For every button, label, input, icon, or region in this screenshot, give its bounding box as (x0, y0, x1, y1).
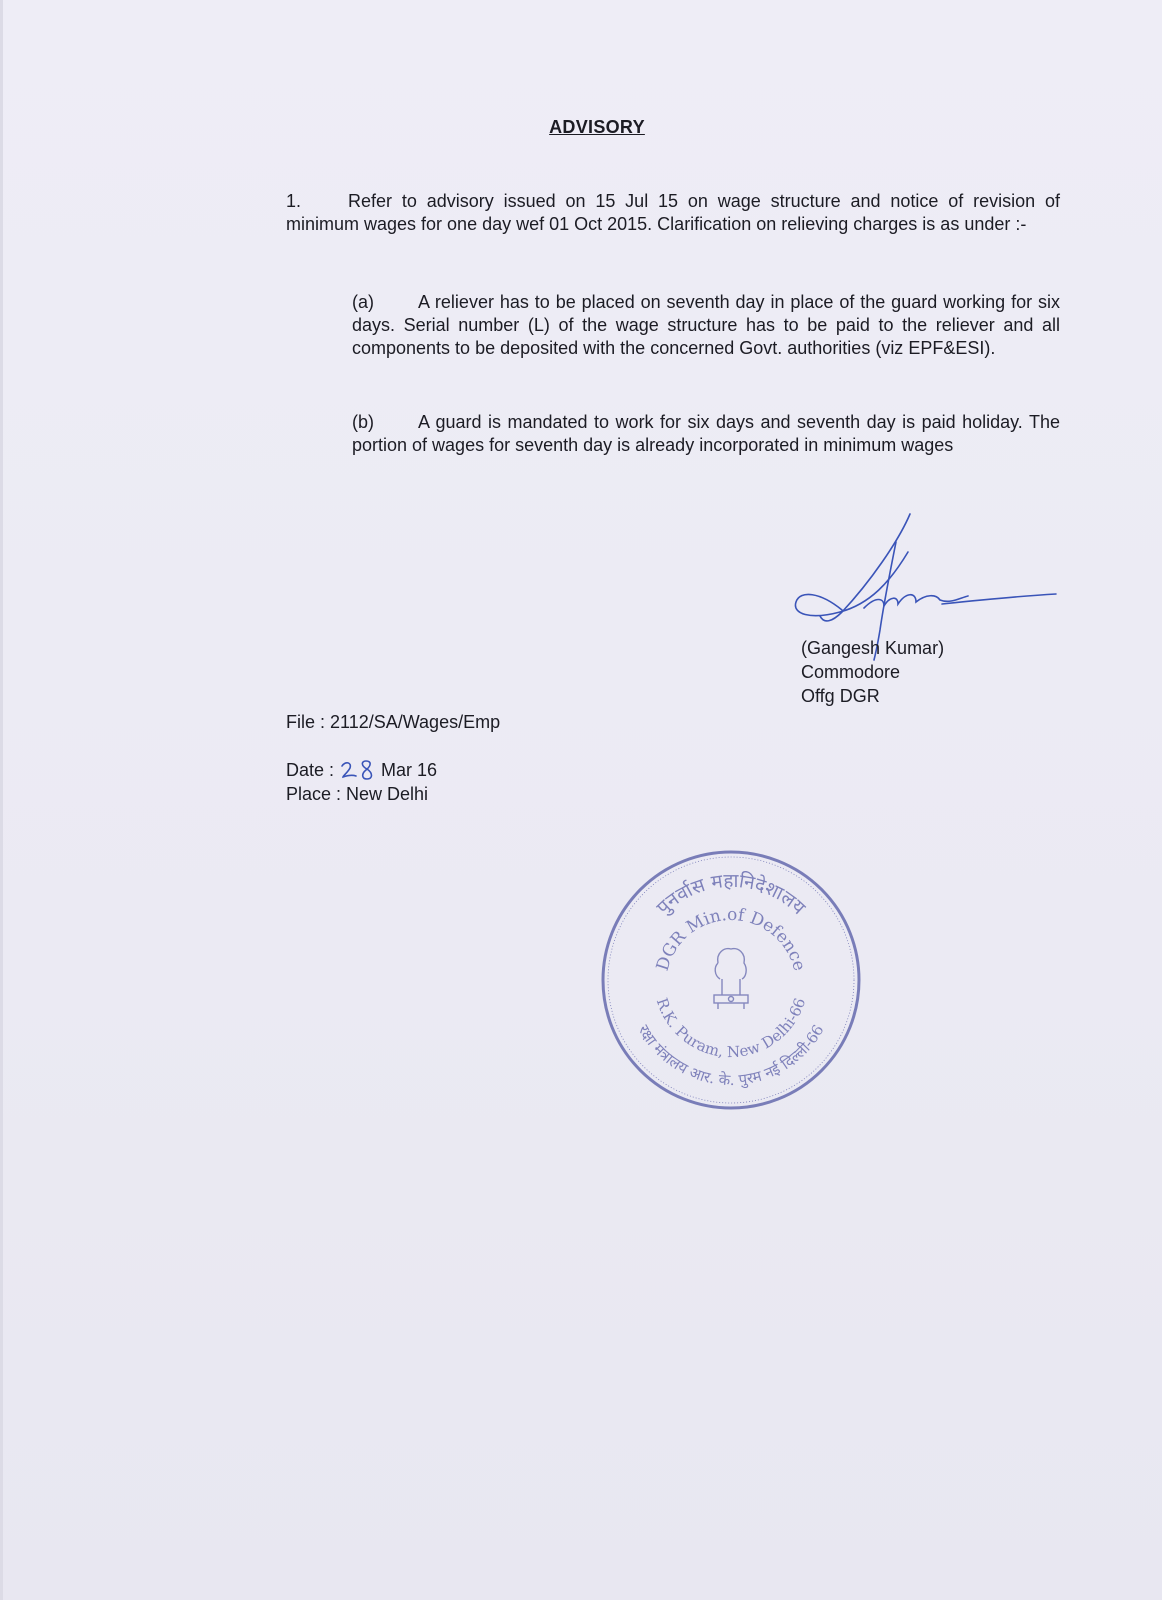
sub-paragraph-a-label: (a) (352, 292, 374, 312)
stamp-text-hindi-top: पुनर्वास महानिदेशालय (652, 869, 810, 920)
signatory-rank: Commodore (801, 662, 901, 682)
signatory-block (801, 636, 944, 708)
emblem-icon (714, 949, 748, 1009)
date-label: Date : (286, 760, 335, 780)
sub-paragraph-b-label: (b) (352, 412, 374, 432)
document-title: ADVISORY (549, 117, 645, 137)
stamp-text-hindi-bottom: रक्षा मंत्रालय आर. के. पुरम नई दिल्ली-66 (634, 1021, 828, 1090)
file-reference: File : 2112/SA/Wages/Emp (286, 712, 501, 732)
sub-paragraph-b-text: A guard is mandated to work for six days and seventh day is paid holiday. The portion of wages for seventh day is already incorporated in minimum wages (352, 412, 1060, 455)
signatory-office: Offg DGR (801, 686, 880, 706)
paragraph-1-number: 1. (286, 191, 302, 211)
stamp-text-english-bottom: R.K. Puram, New Delhi-66 (652, 995, 810, 1062)
handwritten-day (339, 760, 381, 780)
sub-paragraph-a-text: A reliever has to be placed on seventh day in place of the guard working for six days. Serial number (L) of the wage structure has to be paid to the reliever and all components to be deposited with the concerned Govt. authorities (viz EPF&ESI). (352, 292, 1060, 358)
scan-edge (0, 0, 3, 1600)
sub-paragraph-b (352, 411, 1060, 457)
place-line: Place : New Delhi (286, 784, 429, 804)
stamp-text-english-top: DGR Min.of Defence (652, 904, 810, 974)
date-value: Mar 16 (381, 760, 438, 780)
official-stamp (596, 845, 866, 1115)
paragraph-1-text: Refer to advisory issued on 15 Jul 15 on wage structure and notice of revision of minimum wages for one day wef 01 Oct 2015. Clarification on relieving charges is as under :- (286, 191, 1060, 234)
paragraph-1 (286, 190, 1060, 236)
signatory-name: (Gangesh Kumar) (801, 638, 945, 658)
date-place-block (286, 758, 437, 806)
sub-paragraph-a (352, 291, 1060, 360)
date-line (286, 758, 437, 782)
